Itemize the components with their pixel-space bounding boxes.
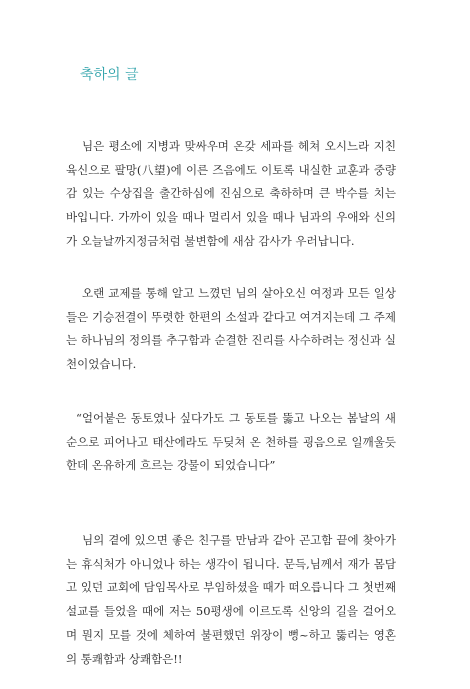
paragraph-2: 오랜 교제를 통해 알고 느꼈던 님의 살아오신 여정과 모든 일상들은 기승전결이 뚜렷한 한편의 소설과 같다고 여겨지는데 그 주제는 하나님의 정의를 추구함과 순결한 진리를 사수하려는 정신과 실천이었습니다. xyxy=(66,286,396,372)
paragraph-4: 님의 곁에 있으면 좋은 친구를 만남과 같아 곤고함 끝에 찾아가는 휴식처가 아니었나 하는 생각이 됩니다. 문득,님께서 재가 몸담고 있던 교회에 담임목사로 부임하셨을 때가 떠오릅니다 그 첫번째 설교를 들었을 때에 저는 50평생에 이르도록 신앙의 길을 걸어오며 뭔지 모를 것에 체하여 불편했던 위장이 뻥~하고 뚫리는 영혼의 통쾌함과 상쾌함은!! xyxy=(66,533,396,666)
page-title: 축하의 글 xyxy=(80,67,139,83)
paragraph-1: 님은 평소에 지병과 맞싸우며 온갖 세파를 헤쳐 오시느라 지친 육신으로 팔망(八望)에 이른 즈음에도 이토록 내실한 교훈과 중량감 있는 수상집을 출간하심에 진심으로 축하하며 큰 박수를 치는 바입니다. 가까이 있을 때나 멀리서 있을 때나 님과의 우애와 신의가 오늘날까지정금처럼 불변함에 새삼 감사가 우러납니다. xyxy=(66,139,396,248)
paragraph-3-quote: “얼어붙은 동토였나 싶다가도 그 동토를 뚫고 나오는 봄날의 새순으로 피어나고 태산에라도 두딪쳐 온 천하를 굉음으로 일깨울듯한데 온유하게 흐르는 강물이 되었습니다” xyxy=(66,411,396,473)
